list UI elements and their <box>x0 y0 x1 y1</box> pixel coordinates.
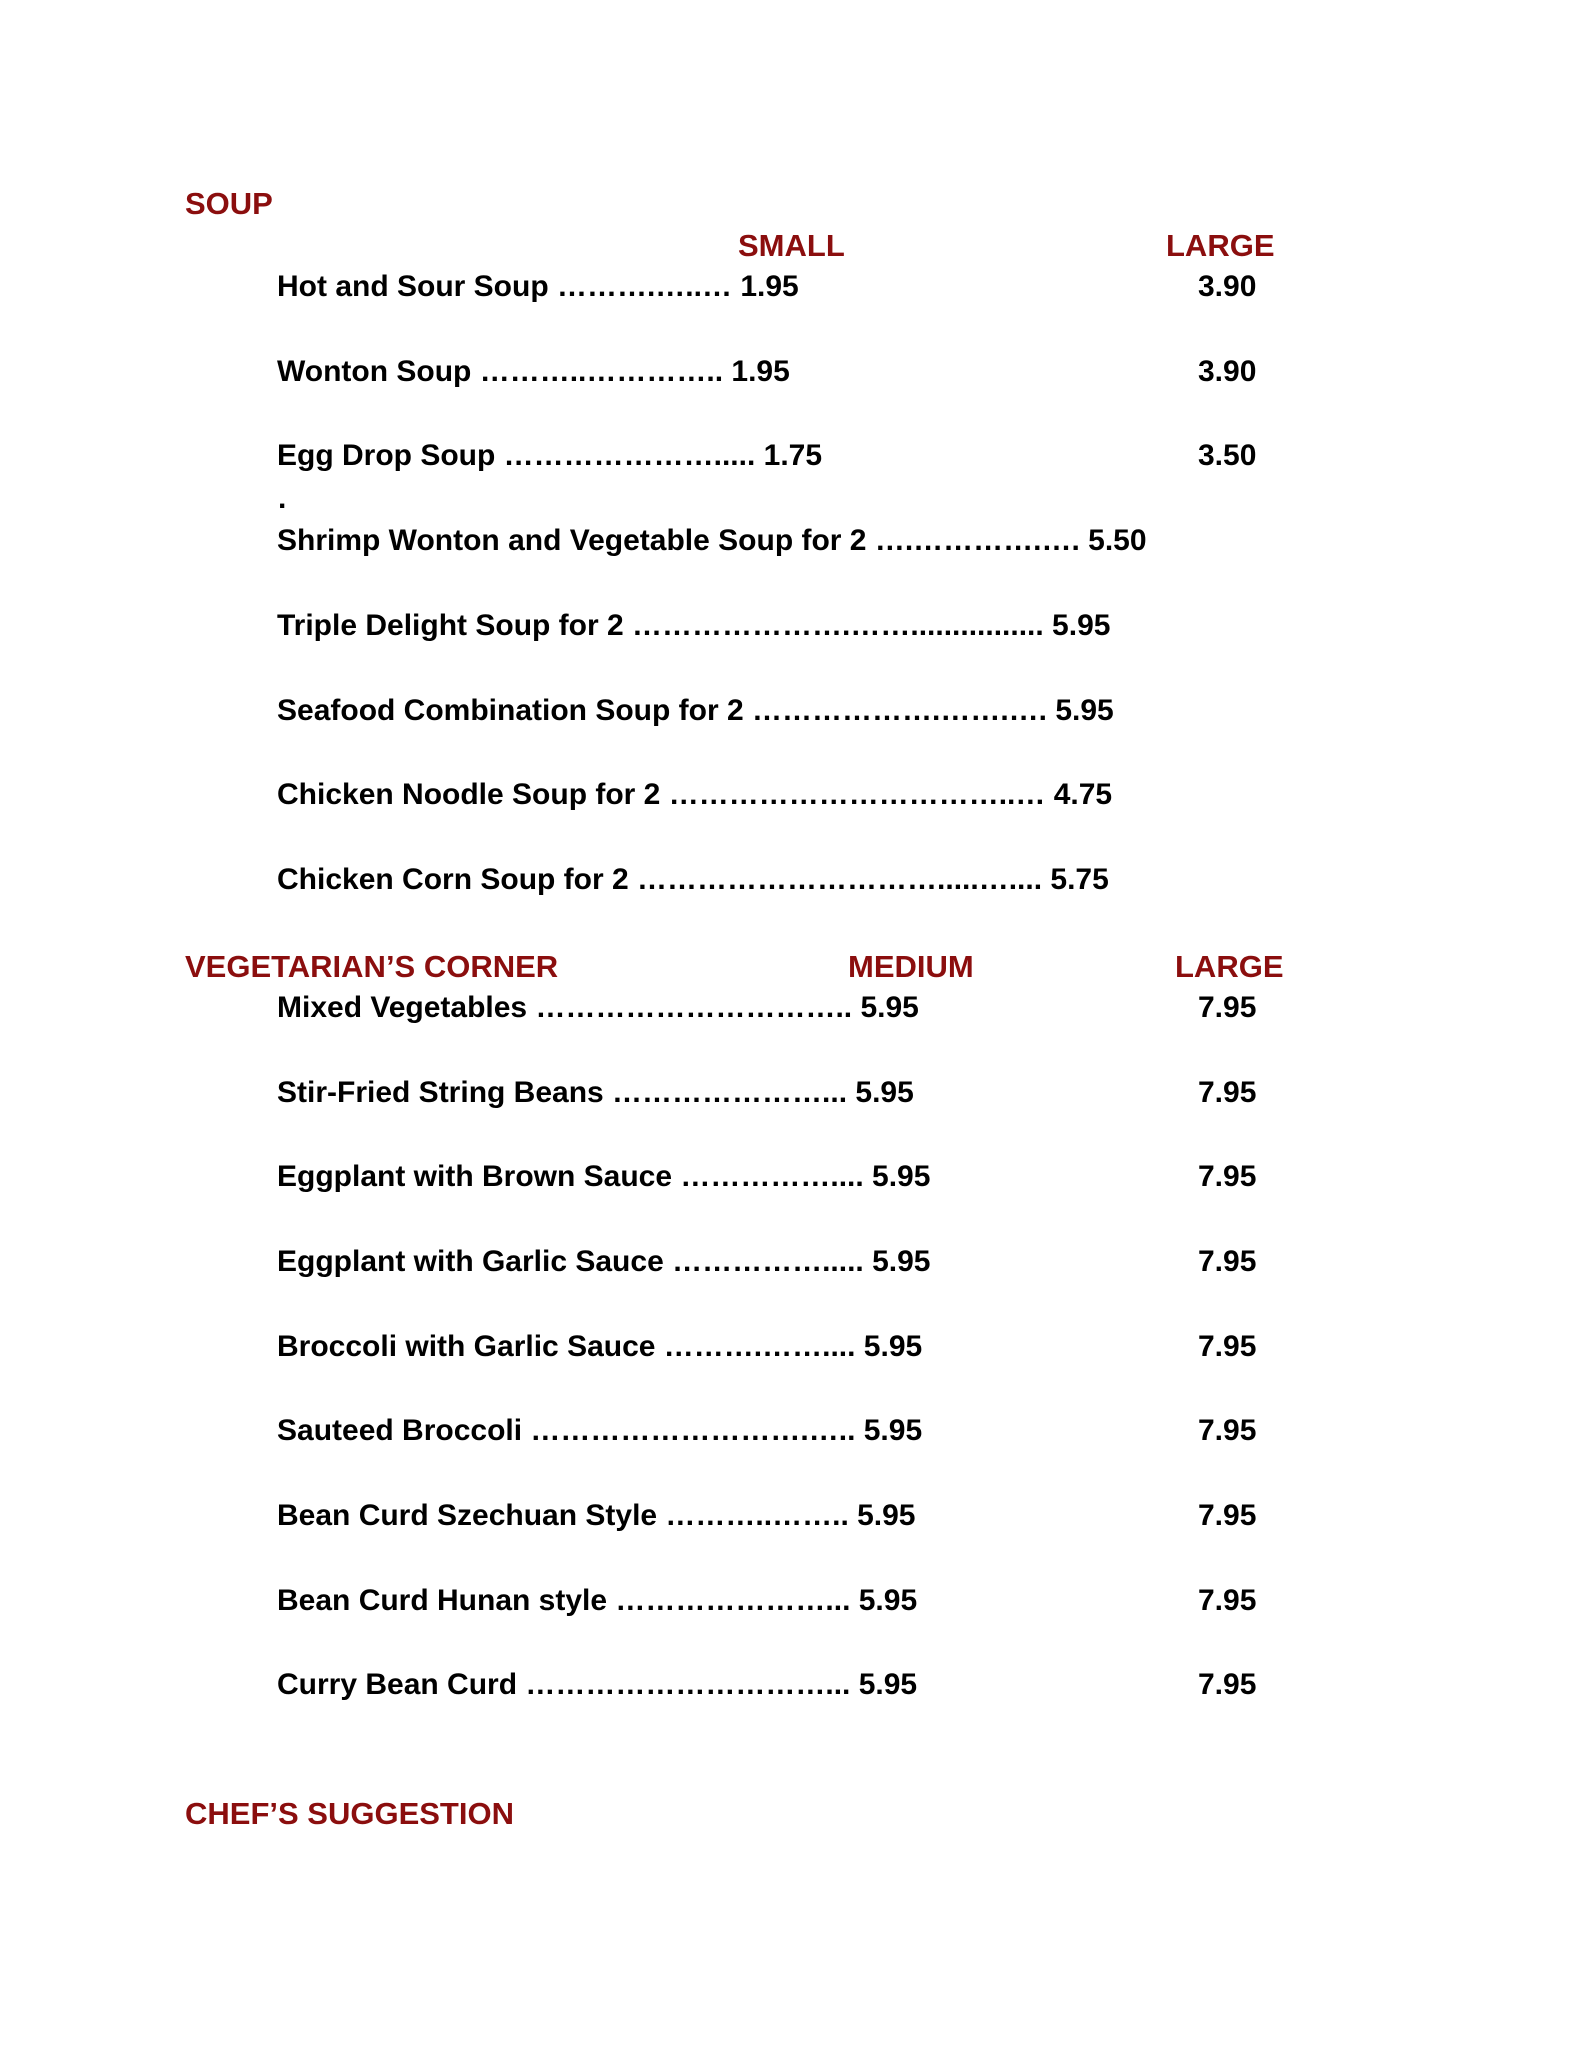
soup-small-column-header: SMALL <box>738 228 845 263</box>
veg-item-eggplant-garlic-sauce: Eggplant with Garlic Sauce ……………..... 5.95 <box>277 1245 931 1278</box>
veg-item-eggplant-brown-sauce-large: 7.95 <box>1198 1160 1257 1193</box>
soup-item-egg-drop: Egg Drop Soup …………………..... 1.75 <box>277 439 823 472</box>
veg-item-broccoli-garlic-sauce-large: 7.95 <box>1198 1330 1257 1363</box>
chef-suggestion-heading: CHEF’S SUGGESTION <box>185 1796 514 1831</box>
soup-item-shrimp-wonton-vegetable: Shrimp Wonton and Vegetable Soup for 2 ….………….…. 5.50 <box>277 524 1147 557</box>
veg-item-string-beans-large: 7.95 <box>1198 1076 1257 1109</box>
soup-item-wonton-large: 3.90 <box>1198 355 1257 388</box>
veg-item-sauteed-broccoli-large: 7.95 <box>1198 1414 1257 1447</box>
veg-item-eggplant-brown-sauce: Eggplant with Brown Sauce …………….... 5.95 <box>277 1160 931 1193</box>
veg-item-bean-curd-szechuan-large: 7.95 <box>1198 1499 1257 1532</box>
vegetarian-heading: VEGETARIAN’S CORNER <box>185 949 559 984</box>
stray-period: . <box>278 482 287 515</box>
veg-item-eggplant-garlic-sauce-large: 7.95 <box>1198 1245 1257 1278</box>
soup-item-wonton: Wonton Soup ………..………….. 1.95 <box>277 355 790 388</box>
veg-item-broccoli-garlic-sauce: Broccoli with Garlic Sauce ……….…….... 5.95 <box>277 1330 923 1363</box>
soup-item-chicken-corn: Chicken Corn Soup for 2 ………………………….....….... 5.75 <box>277 863 1109 896</box>
soup-item-seafood-combination: Seafood Combination Soup for 2 ……………….…….…. 5.95 <box>277 694 1114 727</box>
soup-item-egg-drop-large: 3.50 <box>1198 439 1257 472</box>
veg-item-bean-curd-hunan: Bean Curd Hunan style …………………... 5.95 <box>277 1584 918 1617</box>
vegetarian-large-column-header: LARGE <box>1175 949 1284 984</box>
veg-item-string-beans: Stir-Fried String Beans …………………... 5.95 <box>277 1076 914 1109</box>
veg-item-sauteed-broccoli: Sauteed Broccoli ……………………….….. 5.95 <box>277 1414 923 1447</box>
soup-item-hot-and-sour: Hot and Sour Soup ……….…..… 1.95 <box>277 270 799 303</box>
soup-large-column-header: LARGE <box>1166 228 1275 263</box>
veg-item-curry-bean-curd-large: 7.95 <box>1198 1668 1257 1701</box>
veg-item-mixed-vegetables-large: 7.95 <box>1198 991 1257 1024</box>
veg-item-bean-curd-szechuan: Bean Curd Szechuan Style ………..…….. 5.95 <box>277 1499 916 1532</box>
veg-item-bean-curd-hunan-large: 7.95 <box>1198 1584 1257 1617</box>
soup-heading: SOUP <box>185 186 273 221</box>
soup-item-triple-delight: Triple Delight Soup for 2 ………………….……................ 5.95 <box>277 609 1111 642</box>
vegetarian-medium-column-header: MEDIUM <box>848 949 974 984</box>
soup-item-hot-and-sour-large: 3.90 <box>1198 270 1257 303</box>
veg-item-mixed-vegetables: Mixed Vegetables ………………………….. 5.95 <box>277 991 919 1024</box>
veg-item-curry-bean-curd: Curry Bean Curd …………………………... 5.95 <box>277 1668 918 1701</box>
soup-item-chicken-noodle: Chicken Noodle Soup for 2 ……………………………..… 4.75 <box>277 778 1113 811</box>
